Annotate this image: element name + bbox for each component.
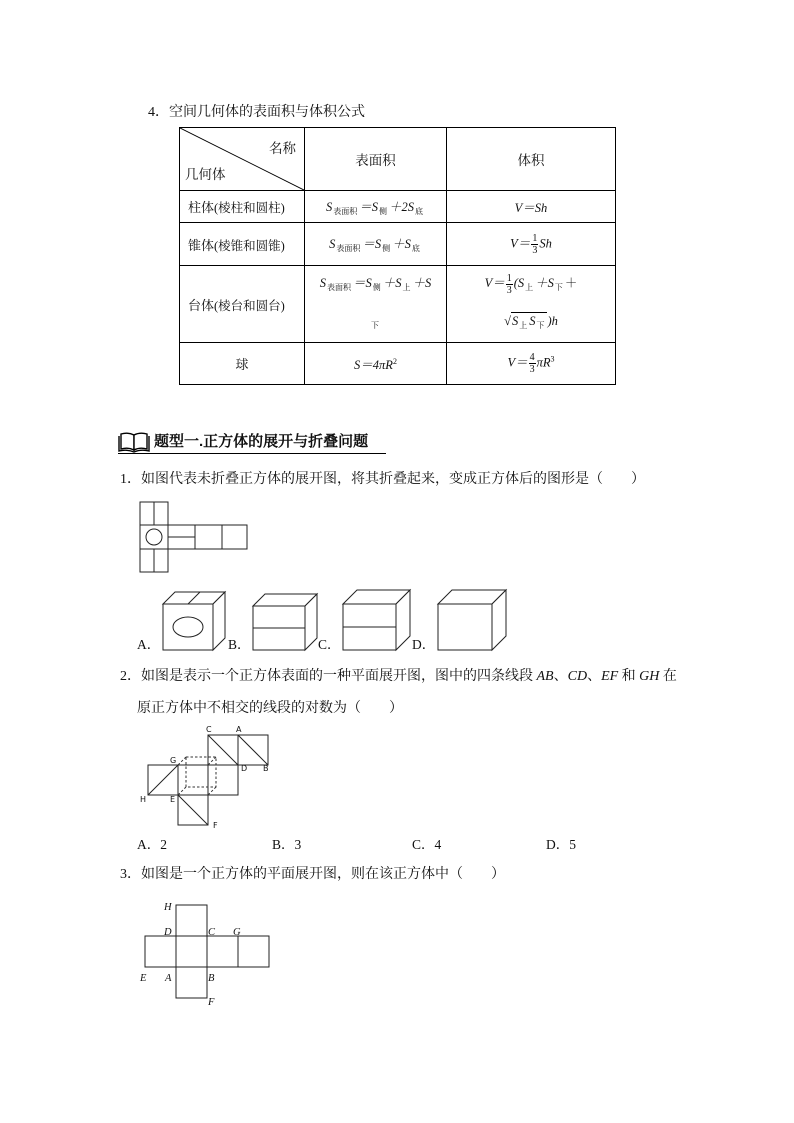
fraction [506,273,513,296]
book-icon [118,430,152,454]
formula-subscript: 表面积 [326,283,351,292]
formula-subscript: 侧 [382,244,391,253]
point-label-h: H [164,902,172,913]
fraction-denominator: 3 [532,244,538,256]
point-label-a: A [165,973,172,984]
point-label-d: D [241,764,248,773]
formula-term: ＝S [359,199,378,214]
segment-label-ab: AB [536,669,554,684]
formula-term: ＋S [412,276,432,290]
text-run: 和 [618,669,640,684]
fraction-numerator: 1 [532,232,538,244]
solid-name: 台体 [188,297,215,313]
header-solid-label: 几何体 [185,167,226,182]
point-label-f: F [208,997,215,1008]
question-2-text-line-1 [120,668,677,686]
formula-subscript: 底 [415,206,424,216]
sqrt-sign: √ [504,314,511,328]
formula-table [179,127,616,385]
point-label-h: H [140,795,147,804]
fraction-denominator: 3 [529,364,535,375]
formula-term: V＝ [484,276,505,290]
table-row-frustum [180,266,616,343]
formula-term: πR [536,355,551,370]
header-surface-area: 表面积 [305,128,447,191]
formula-term: ＋S [392,237,411,251]
question-2-option-b[interactable]: B．3 [272,837,302,852]
question-2-option-c[interactable]: C．4 [412,837,442,852]
formula-term: ＋ [564,276,578,290]
question-2-net-figure [136,722,276,834]
point-label-b: B [208,973,215,984]
formula-subscript: 上 [519,321,528,330]
cube-option-d [438,590,506,650]
formula-subscript: 侧 [372,283,381,292]
question-3-text: 3．如图是一个正方体的平面展开图，则在该正方体中（ ） [120,867,505,882]
solid-name-cell [180,191,305,223]
solid-note: (棱台和圆台) [214,298,285,313]
surface-formula-cell [305,266,447,343]
formula-term: S [325,199,333,214]
formula-term: S [319,276,326,290]
formula-term: Sh [539,235,552,250]
formula-term: ＋S [382,276,402,290]
formula-term: S [511,314,519,328]
section-heading-underline [118,453,386,454]
volume-formula-cell [447,343,616,385]
question-1-option-a[interactable]: A． [137,637,161,652]
segment-label-ef: EF [601,669,619,684]
point-label-g: G [233,927,241,938]
table-row-sphere [180,343,616,385]
volume-formula-cell [447,223,616,266]
formula-subscript: 下 [536,321,545,330]
formula-term: V＝Sh [514,200,548,215]
section-4-title: 4．空间几何体的表面积与体积公式 [148,105,365,120]
solid-name: 球 [235,357,249,372]
formula-line-2 [305,304,446,342]
formula-subscript: 侧 [379,206,387,216]
formula-line-1 [447,266,615,304]
point-label-f: F [213,821,218,830]
formula-term: )h [547,314,558,328]
formula-term: ＋S [535,276,554,290]
question-1-option-d[interactable]: D． [412,637,436,652]
table-row-prism [180,191,616,223]
solid-note: (棱锥和圆锥) [214,238,285,253]
cube-option-b [253,594,317,650]
surface-formula-cell [305,223,447,266]
fraction [531,233,538,256]
solid-name: 锥体 [188,237,215,253]
cube-option-c [343,590,410,650]
point-label-b: B [263,764,269,773]
volume-formula-cell [447,266,616,343]
surface-formula-cell [305,191,447,223]
formula-term: V＝ [507,355,528,370]
formula-term: S [329,237,336,251]
table-row-pyramid [180,223,616,266]
text-run: 在 [659,669,677,684]
formula-term: ＝S [352,276,372,290]
segment-label-gh: GH [639,669,660,684]
point-label-c: C [206,725,212,734]
question-2-option-a[interactable]: A．2 [137,837,167,852]
point-label-c: C [208,927,216,938]
surface-formula-cell [305,343,447,385]
question-1-option-c[interactable]: C． [318,637,341,652]
question-1-text: 1．如图代表未折叠正方体的展开图，将其折叠起来，变成正方体后的图形是（ ） [120,472,645,487]
formula-term: V＝ [510,235,531,250]
formula-subscript: 下 [371,321,379,330]
solid-note: (棱柱和圆柱) [214,201,285,215]
solid-name: 柱体 [188,200,215,215]
question-1-net-figure [138,500,250,576]
formula-superscript: 2 [392,356,397,366]
question-3-net-figure [136,897,272,1009]
formula-term: S＝4πR [354,357,393,372]
fraction-numerator: 4 [529,352,535,363]
question-2-text-line-2: 原正方体中不相交的线段的对数为（ ） [137,701,403,716]
header-volume: 体积 [447,128,616,191]
question-2-option-d[interactable]: D．5 [546,837,576,852]
section-heading-title: 题型一.正方体的展开与折叠问题 [154,433,369,450]
point-label-d: D [164,927,172,938]
table-header-row [180,128,616,191]
point-label-a: A [236,725,242,734]
header-diagonal-cell [180,128,305,191]
cube-option-a [163,592,225,650]
formula-subscript: 表面积 [333,206,358,216]
point-label-e: E [170,795,176,804]
volume-formula-cell [447,191,616,223]
formula-subscript: 上 [525,283,534,292]
sqrt-radicand [511,312,548,328]
solid-name-cell [180,343,305,385]
formula-subscript: 底 [411,244,420,253]
formula-term: ＝S [362,237,382,251]
formula-term: S [529,314,536,328]
header-name-label: 名称 [269,141,296,156]
solid-name-cell [180,266,305,343]
text-run: 、 [553,669,568,684]
formula-line-2 [447,304,615,342]
solid-name-cell [180,223,305,266]
fraction-denominator: 3 [506,284,512,296]
formula-term: ＋2S [389,199,415,214]
formula-subscript: 表面积 [336,244,361,253]
fraction-numerator: 1 [506,272,512,284]
text-run: 、 [587,669,602,684]
point-label-g: G [170,756,177,765]
text-run: 2．如图是表示一个正方体表面的一种平面展开图，图中的四条线段 [120,669,537,684]
question-1-option-b[interactable]: B． [228,637,251,652]
point-label-e: E [140,973,147,984]
formula-subscript: 上 [402,283,411,292]
segment-label-cd: CD [567,669,588,684]
fraction [529,352,536,375]
formula-term: (S [513,276,525,290]
formula-subscript: 下 [554,283,563,292]
formula-line-1 [305,266,446,304]
formula-superscript: 3 [550,354,555,364]
